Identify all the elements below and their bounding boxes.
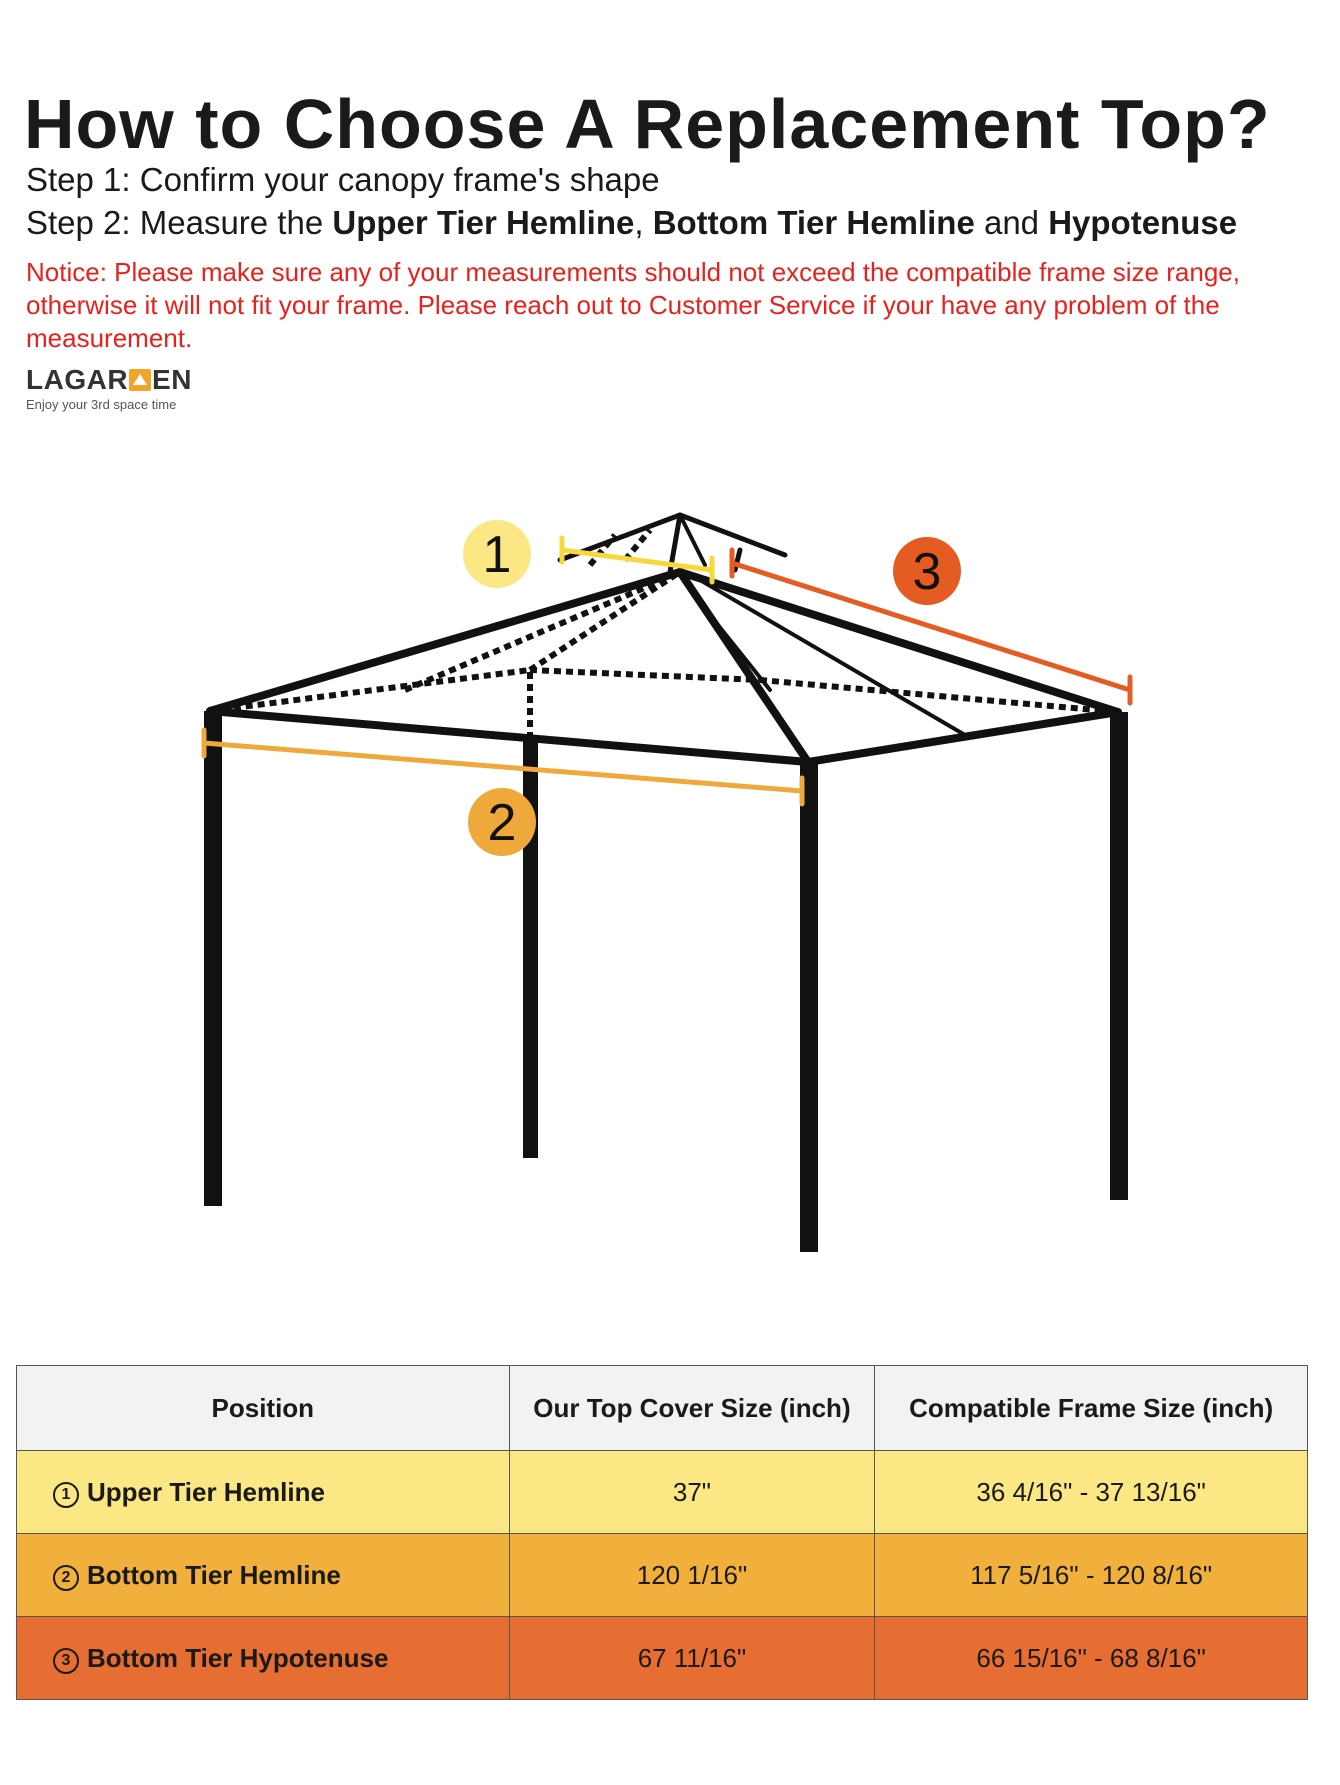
row-number: 3 [53,1648,79,1674]
notice-text: Notice: Please make sure any of your measurements should not exceed the compatible frame size range, otherwise it will not fit your frame. Please reach out to Customer Service if your have any problem of the measurement. [26,257,1240,353]
row-position-label: Bottom Tier Hypotenuse [87,1642,389,1673]
step-2-and: and [974,204,1049,241]
frame-solid-lines [210,515,1118,762]
row-cover-size: 120 1/16" [509,1534,875,1617]
page-title: How to Choose A Replacement Top? [24,85,1271,163]
row-frame-range: 117 5/16" - 120 8/16" [875,1534,1308,1617]
row-position [17,1617,510,1700]
logo-name-left: LAGAR [26,364,129,395]
row-frame-range: 36 4/16" - 37 13/16" [875,1451,1308,1534]
table-row [17,1534,1308,1617]
step-2-prefix: Step 2: Measure the [26,204,333,241]
logo-d-mark-icon [129,369,151,391]
row-number: 2 [53,1565,79,1591]
step-1-text: Step 1: Confirm your canopy frame's shape [26,161,660,198]
brand-logo [26,366,192,413]
row-cover-size: 37" [509,1451,875,1534]
row-number: 1 [53,1482,79,1508]
frame-legs [204,711,1128,1252]
table-header-row [17,1366,1308,1451]
badge-2-label: 2 [487,794,517,852]
step-2-text [26,203,1237,243]
table-row [17,1617,1308,1700]
header-frame-size: Compatible Frame Size (inch) [875,1366,1308,1451]
row-frame-range: 66 15/16" - 68 8/16" [875,1617,1308,1700]
header-position: Position [17,1366,510,1451]
row-position-label: Upper Tier Hemline [87,1476,325,1507]
size-table [16,1365,1308,1700]
row-position-label: Bottom Tier Hemline [87,1559,341,1590]
table-row [17,1451,1308,1534]
step-2-sep: , [634,204,653,241]
header-cover-size: Our Top Cover Size (inch) [509,1366,875,1451]
badge-2 [468,788,536,856]
logo-tagline: Enjoy your 3rd space time [26,397,177,412]
gazebo-frame-diagram [0,470,1340,1290]
step-2-term-upper: Upper Tier Hemline [332,204,635,241]
step-2-term-bottom: Bottom Tier Hemline [652,204,975,241]
badge-3-label: 3 [912,543,942,601]
badge-3 [893,537,961,605]
logo-wordmark [26,366,192,394]
badge-1 [463,520,531,588]
step-2-term-hypotenuse: Hypotenuse [1048,204,1238,241]
row-cover-size: 67 11/16" [509,1617,875,1700]
row-position [17,1534,510,1617]
logo-name-right: EN [152,364,192,395]
row-position [17,1451,510,1534]
badge-1-label: 1 [482,526,512,584]
